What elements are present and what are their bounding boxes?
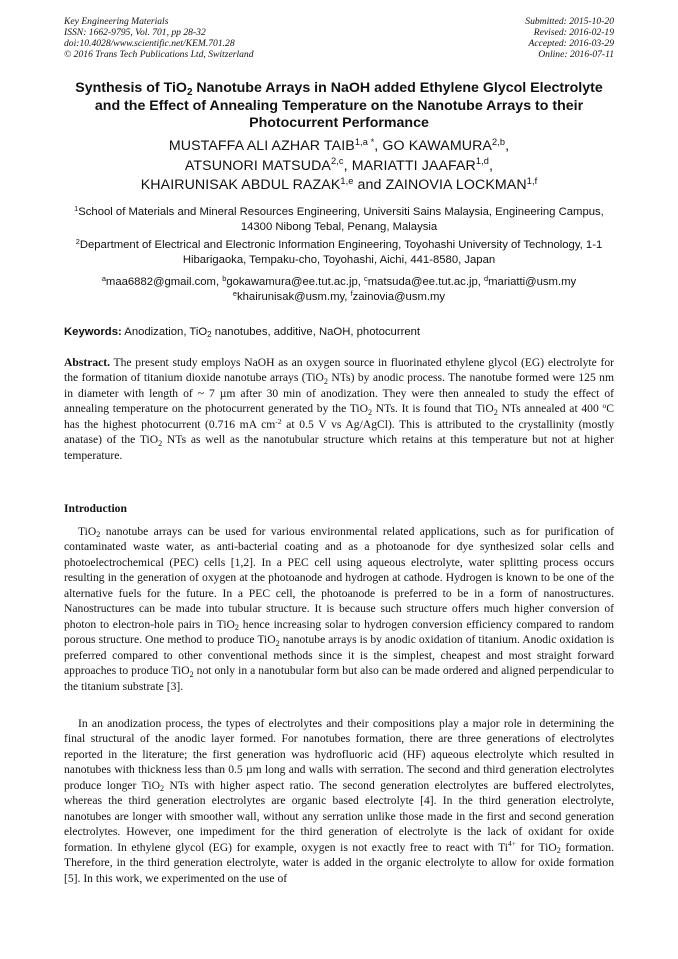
author-name: ATSUNORI MATSUDA <box>184 157 331 174</box>
paper-title: Synthesis of TiO$_2$ Nanotube Arrays in NaOH added Ethylene Glycol Electrolyte and the Effect of Annealing Temperature on the Nanotube Arrays to their Photocurrent Performance <box>75 80 603 131</box>
abstract-label: Abstract. <box>64 356 111 369</box>
date-submitted: Submitted: 2015-10-20 <box>525 16 614 27</box>
email-link[interactable]: matsuda@ee.tut.ac.jp <box>367 276 478 288</box>
email-link[interactable]: zainovia@usm.my <box>352 291 446 304</box>
author-emails: $^a$maa6882@gmail.com, $^b$gokawamura@ee.tut.ac.jp, $^c$matsuda@ee.tut.ac.jp, $^d$mariatti@usm.my $^e$khairunisak@usm.my, $^f$zainovia@usm.my <box>101 273 577 304</box>
abstract-paragraph: Abstract. The present study employs NaOH as an oxygen source in fluorinated ethylene glycol (EG) electrolyte for the formation of titanium dioxide nanotube arrays (TiO$_2$ NTs) by anodic process. The nanotube formed were 125 nm in diameter with length of ~ 7 µm after 30 min of anodization. They were then annealed to study the effect of annealing temperature on the photocurrent generated by the TiO$_2$ NTs. It is found that TiO$_2$ NTs annealed at 400 $^o$C has the highest photocurrent (0.716 mA $cm^{-2}$ at 0.5 V vs Ag/AgCl). This is attributed to the crystallinity (mostly anatase) of the TiO$_2$ NTs as well as the nanotubular structure which retains at this temperature but not at higher temperature. <box>64 356 614 462</box>
email-link[interactable]: maa6882@gmail.com <box>105 276 216 288</box>
journal-info <box>64 16 254 60</box>
introduction-paragraph-2: In an anodization process, the types of electrolytes and their compositions play a major role in determining the final structural of the anodic layer formed. For nanotubes formation, there are three generations of electrolytes reported in the literature; the first generation was hydrofluoric acid (HF) aqueous electrolyte which resulted in nanotubes with thickness less than 0.5 µm long and walls with serration. The second and third generation electrolytes produce longer TiO$_2$ NTs with higher aspect ratio. The second generation electrolytes are buffered electrolytes, whereas the third generation electrolytes are organic based electrolyte [4]. In the third generation electrolyte, nanotubes are longer with smoother wall, without any serration unlike those made in the first and second generation electrolytes. However, one impediment for the third generation of electrolyte is the lack of oxidant for oxide formation. In ethylene glycol (EG) for example, oxygen is not exactly free to react with $Ti^{4+}$ for TiO$_2$ formation. Therefore, in the third generation electrolyte, water is added in the organic electrolyte to allow for oxide formation [5]. In this work, we experimented on the use of <box>64 717 615 885</box>
keywords-label: Keywords: <box>64 326 122 338</box>
author-name: GO KAWAMURA <box>382 138 492 154</box>
journal-copyright: © 2016 Trans Tech Publications Ltd, Switzerland <box>64 49 254 60</box>
author-list: MUSTAFFA ALI AZHAR $TAIB^{1,a *}$, GO KAWAMURA$^{2,b}$, ATSUNORI MATSUDA$^{2,c}$, MARIATTI JAAFAR$^{1,d}$, KHAIRUNISAK ABDUL RAZAK$^{1,e}$ and ZAINOVIA LOCKMAN$^{1,f}$ <box>140 136 538 193</box>
email-link[interactable]: gokawamura@ee.tut.ac.jp <box>226 276 358 288</box>
journal-doi: doi:10.4028/www.scientific.net/KEM.701.28 <box>64 38 235 49</box>
introduction-paragraph-1: TiO$_2$ nanotube arrays can be used for various environmental related applications, such as for purification of contaminated waste water, as anti-bacterial coating and as a photoanode for dye synthesized solar cells and photoelectrochemical (PEC) cells [1,2]. In a PEC cell using aqueous electrolyte, water splitting process occurs resulting in the generation of oxygen at the photoanode and hydrogen at cathode. Hydrogen is known to be one of the alternative fuels for the future. In a PEC cell, the photoanode is preferred to be in a form of nanostructures. Nanostructures can be made into tubular structure. It is because such structure offers much higher conversion of photon to electron-hole pairs in TiO$_2$ hence increasing solar to hydrogen conversion efficiency compared to random porous structure. One method to produce TiO$_2$ nanotube arrays is by anodic oxidation of titanium. Anodic oxidation is preferred compared to other conventional methods since it is the simplest, cheapest and most straight forward approaches to produce TiO$_2$ not only in a nanotubular form but also can be made ordered and aligned perpendicular to the titanium substrate [3]. <box>64 525 614 693</box>
author-name: KHAIRUNISAK ABDUL RAZAK <box>140 177 341 193</box>
author-name: ZAINOVIA LOCKMAN <box>385 177 527 193</box>
journal-issn: ISSN: 1662-9795, Vol. 701, pp 28-32 <box>64 27 206 38</box>
date-online: Online: 2016-07-11 <box>538 49 614 60</box>
publication-dates <box>525 16 614 60</box>
date-revised: Revised: 2016-02-19 <box>533 27 614 38</box>
journal-name: Key Engineering Materials <box>64 16 169 27</box>
author-name: MUSTAFFA ALI AZHAR TAIB <box>168 138 355 154</box>
author-name: MARIATTI JAAFAR <box>351 157 476 174</box>
email-link[interactable]: khairunisak@usm.my <box>236 291 345 304</box>
email-link[interactable]: mariatti@usm.my <box>488 276 577 288</box>
affiliation-1: $^1$School of Materials and Mineral Resources Engineering, Universiti Sains Malaysia, Engineering Campus, 14300 Nibong Tebal, Penang, Malaysia <box>74 203 604 234</box>
date-accepted: Accepted: 2016-03-29 <box>528 38 614 49</box>
introduction-heading: Introduction <box>64 502 127 515</box>
keywords-line: Keywords: Anodization, TiO$_2$ nanotubes, additive, NaOH, photocurrent <box>64 326 421 340</box>
affiliation-2: $^2$Department of Electrical and Electronic Information Engineering, Toyohashi University of Technology, 1-1 Hibarigaoka, Tempaku-cho, Toyohashi, Aichi, 441-8580, Japan <box>75 236 603 267</box>
